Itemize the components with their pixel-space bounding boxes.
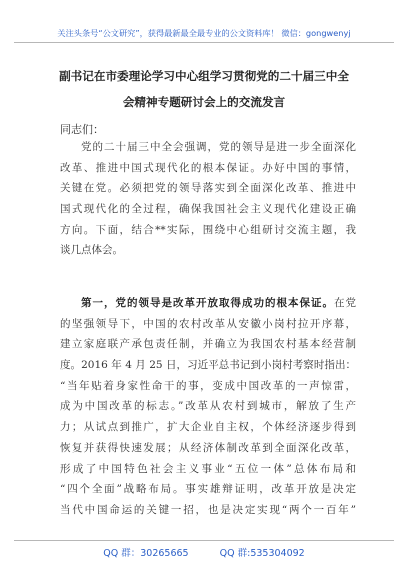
header-divider (14, 42, 394, 43)
paragraph-1-line: 改革、推进中国式现代化的根本保证。办好中国的事情， (60, 161, 356, 174)
paragraph-2-line: 的坚强领导下，中国的农村改革从安徽小岗村拉开序幕， (60, 317, 356, 330)
footer-qq-group-2: QQ 群:535304092 (219, 548, 305, 559)
paragraph-1-line: 党的二十届三中全会强调，党的领导是进一步全面深化 (81, 141, 356, 153)
document-title-line-1: 副书记在市委理论学习中心组学习贯彻党的二十届三中全 (59, 69, 349, 83)
paragraph-2-line: 力；从试点到推广，扩大企业自主权，个体经济逐步得到 (60, 421, 356, 434)
paragraph-2-line: 成为中国改革的标志。”改革从农村到城市，解放了生产 (60, 400, 356, 413)
paragraph-2-line: 建立家庭联产承包责任制，并确立为我国农村基本经营制 (60, 338, 356, 351)
paragraph-1 (60, 137, 356, 261)
paragraph-2-line: 恢复并获得快速发展；从经济体制改革到全面深化改革， (60, 441, 356, 454)
footer-qq-group-1: QQ 群：30265665 (103, 548, 189, 559)
paragraph-2-first-line (60, 293, 356, 314)
salutation: 同志们： (60, 123, 104, 136)
header-banner: 关注头条号“公文研究”，获得最新最全最专业的公文资料库！ 微信：gongwenyj (57, 28, 351, 38)
paragraph-2-line: 形成了中国特色社会主义事业“五位一体”总体布局和 (60, 462, 356, 475)
paragraph-1-line: 谈几点体会。 (60, 244, 123, 257)
paragraph-2-line: “四个全面”战略布局。事实雄辩证明，改革开放是决定 (60, 483, 356, 496)
footer (0, 545, 408, 559)
paragraph-1-line: 国式现代化的全过程，确保我国社会主义现代化建设正确 (60, 203, 356, 216)
footer-divider (14, 540, 394, 541)
paragraph-2-first-tail: 在党 (334, 297, 356, 309)
paragraph-2-line: “当年贴着身家性命干的事，变成中国改革的一声惊雷， (60, 379, 356, 392)
document-title-line-2: 会精神专题研讨会上的交流发言 (122, 95, 286, 109)
paragraph-2-line: 当代中国命运的关键一招，也是决定实现“两个一百年” (60, 503, 356, 516)
paragraph-2-line: 度。2016 年 4 月 25 日，习近平总书记到小岗村考察时指出： (60, 359, 356, 372)
paragraph-2-lead: 第一，党的领导是改革开放取得成功的根本保证。 (81, 297, 334, 309)
paragraph-1-line: 方向。下面，结合**实际，围绕中心组研讨交流主题，我 (60, 223, 356, 236)
paragraph-1-line: 关键在党。必须把党的领导落实到全面深化改革、推进中 (60, 182, 356, 195)
paragraph-2 (60, 293, 356, 521)
